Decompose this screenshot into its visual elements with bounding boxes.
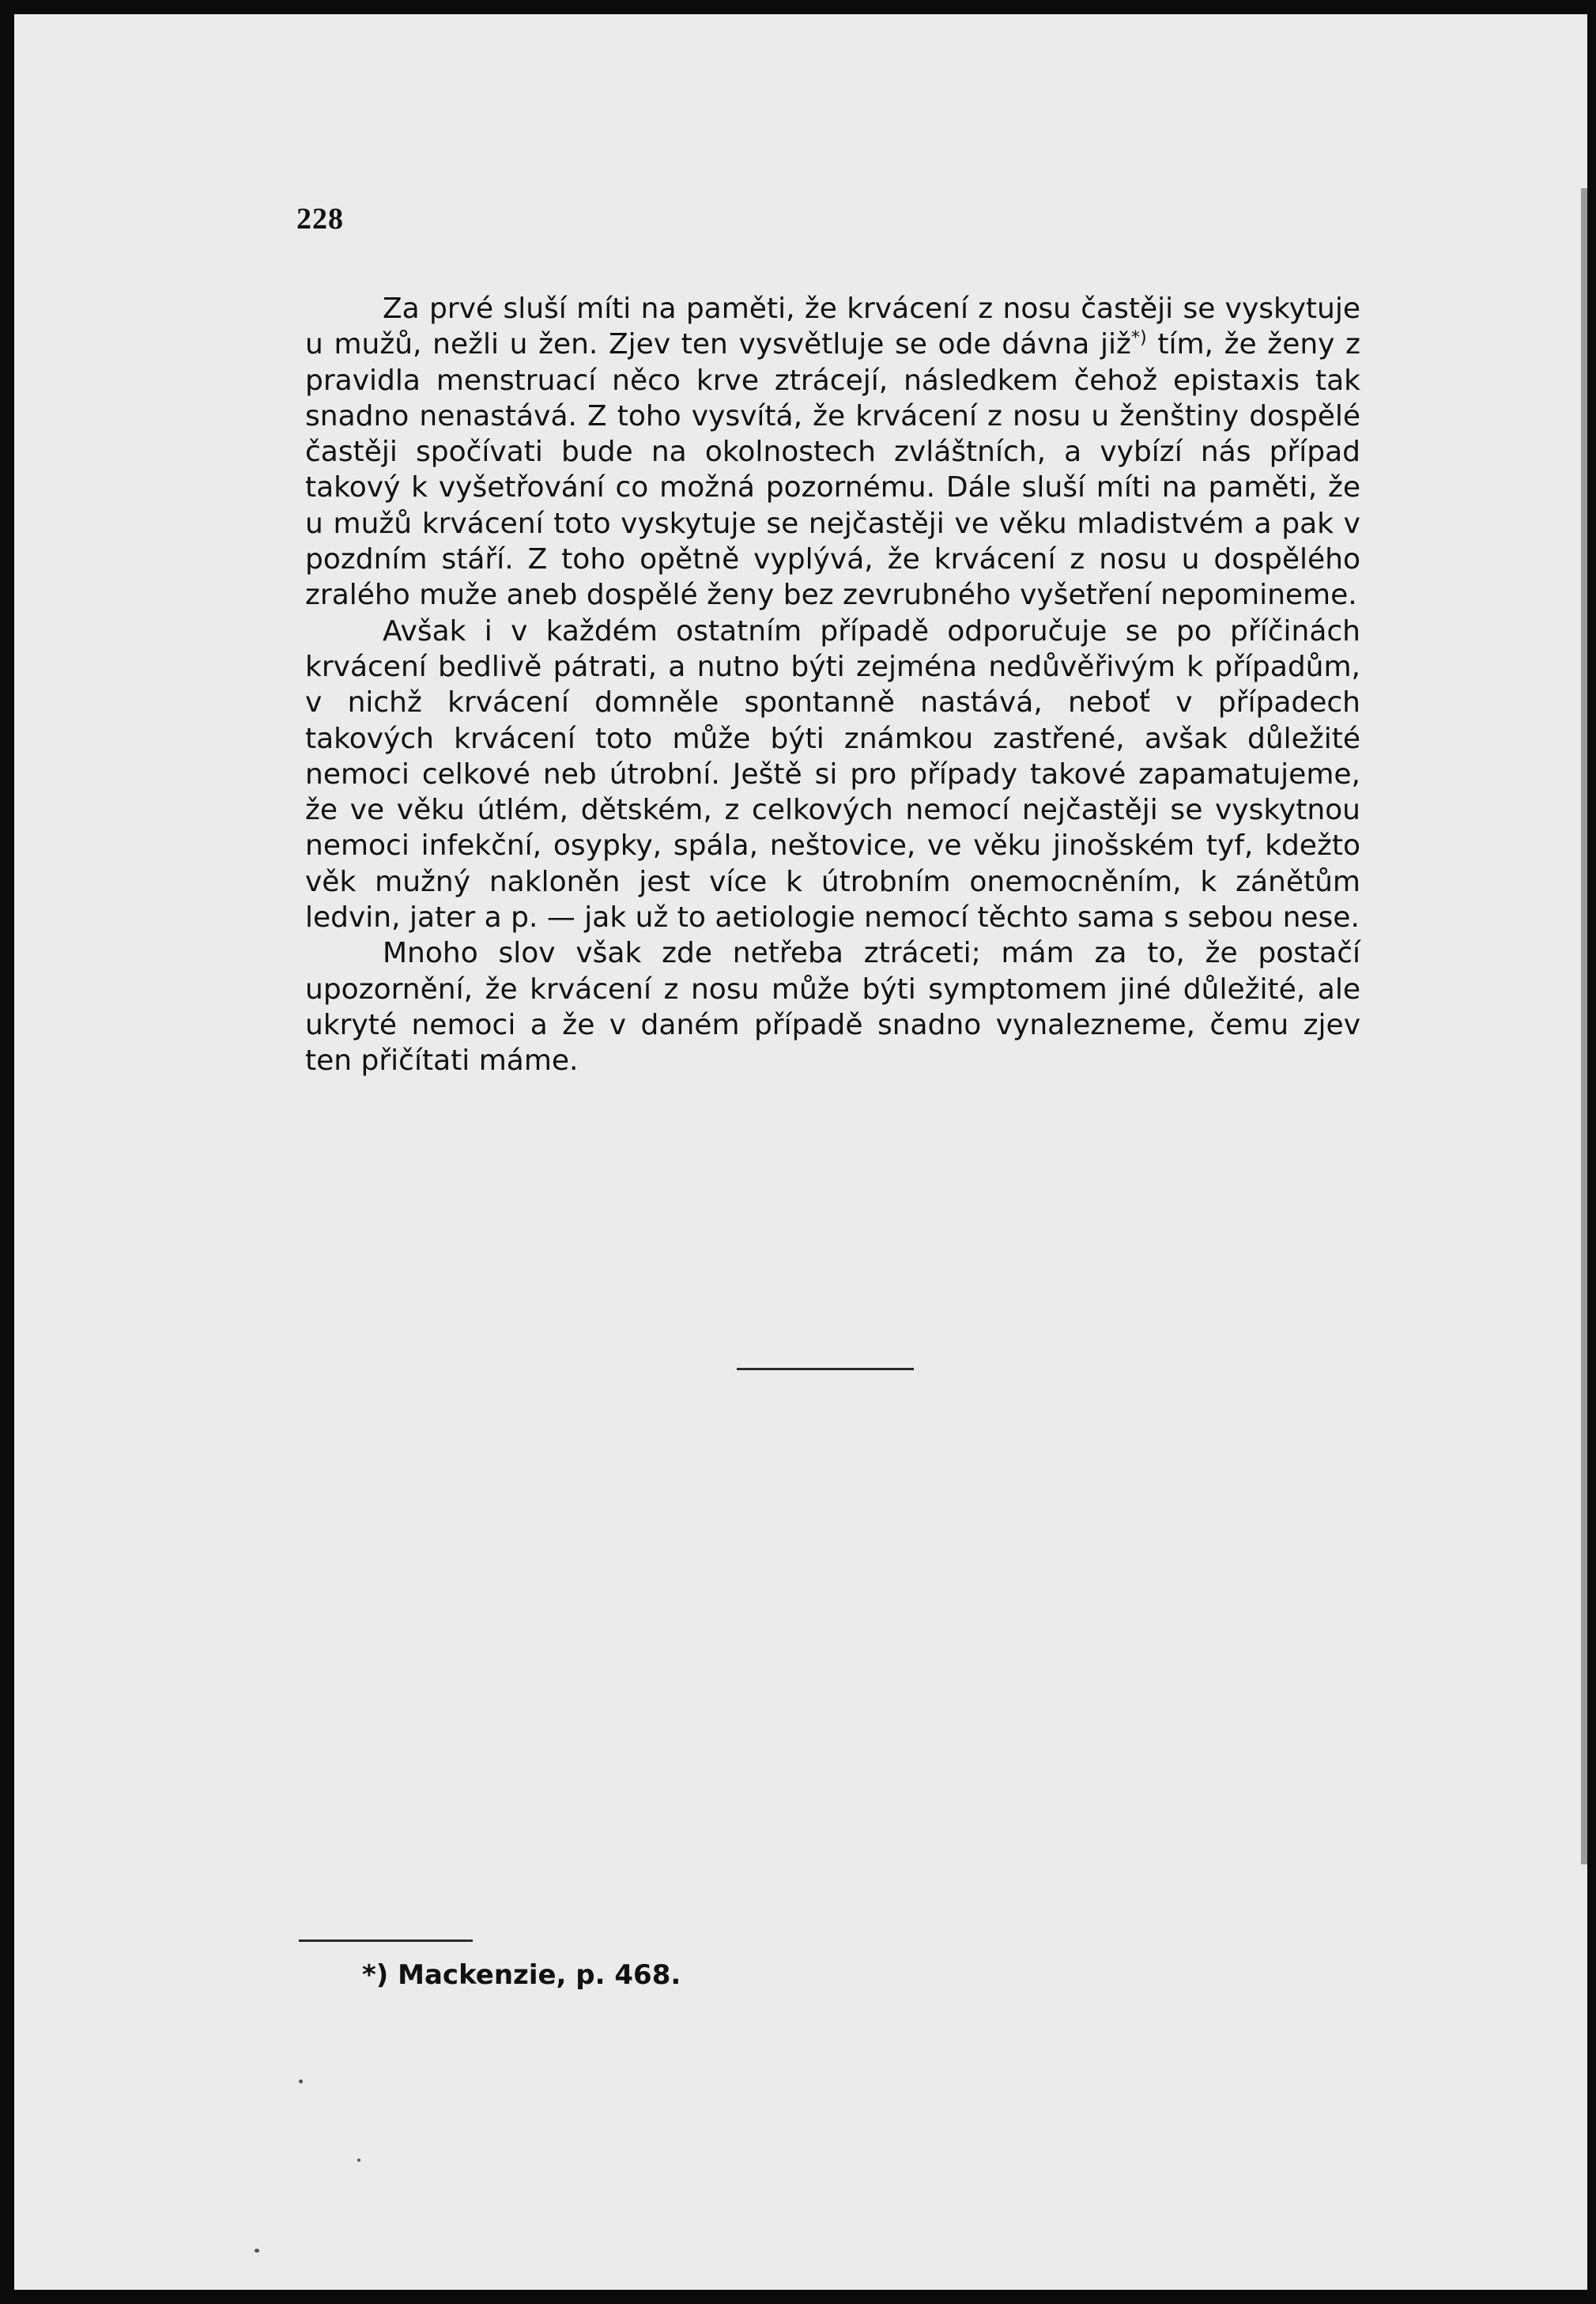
- scan-speck: [255, 2249, 259, 2253]
- footnote: *) Mackenzie, p. 468.: [362, 1959, 681, 1991]
- paragraph-3: Mnoho slov však zde netřeba ztráceti; mám za to, že postačí upozornění, že krvácení z nosu může býti symptomem jiné důležité, ale ukryté nemoci a že v daném případě snadno vynalezneme, čemu zjev ten přičítati máme.: [305, 937, 1360, 1078]
- paragraph-2: Avšak i v každém ostatním případě odporučuje se po příčinách krvácení bedlivě pátrati, a nutno býti zejména nedůvěřivým k případům, v nichž krvácení domněle spontanně nastává, neboť v případech takových krvácení toto může býti známkou zastřené, avšak důležité nemoci celkové neb útrobní. Ještě si pro případy takové zapamatujeme, že ve věku útlém, dětském, z celkových nemocí nejčastěji se vyskytnou nemoci infekční, osypky, spála, neštovice, ve věku jinošském tyf, kdežto věk mužný nakloněn jest více k útrobním onemocněním, k zánětům ledvin, jater a p. — jak už to aetiologie nemocí těchto sama s sebou nese.: [305, 614, 1360, 935]
- paragraph-1: [305, 291, 1360, 614]
- paragraph-1-text-start: Za prvé sluší míti na paměti, že krvácení z nosu častěji se vyskytuje u mužů, nežli u žen. Zjev ten vysvětluje se ode dávna již: [305, 293, 1360, 361]
- section-divider: [737, 1368, 914, 1370]
- page-number: 228: [296, 202, 344, 236]
- footnote-marker: *): [1130, 327, 1147, 349]
- scan-speck: [299, 2079, 303, 2083]
- paragraph-1-text-end: tím, že ženy z pravidla menstruací něco krve ztrácejí, následkem čehož epistaxis tak snadno nenastává. Z toho vysvítá, že krvácení z nosu u ženštiny dospělé častěji spočívati bude na okolnostech zvláštních, a vybízí nás případ takový k vyšetřování co možná pozornému. Dále sluší míti na paměti, že u mužů krvácení toto vyskytuje se nejčastěji ve věku mladistvém a pak v pozdním stáří. Z toho opětně vyplývá, že krvácení z nosu u dospělého zralého muže aneb dospělé ženy bez zevrubného vyšetření nepomineme.: [305, 328, 1360, 612]
- page-edge-shadow: [1581, 188, 1587, 1864]
- footnote-divider: [299, 1940, 473, 1942]
- scan-speck: [357, 2159, 360, 2162]
- body-text: [305, 291, 1360, 1079]
